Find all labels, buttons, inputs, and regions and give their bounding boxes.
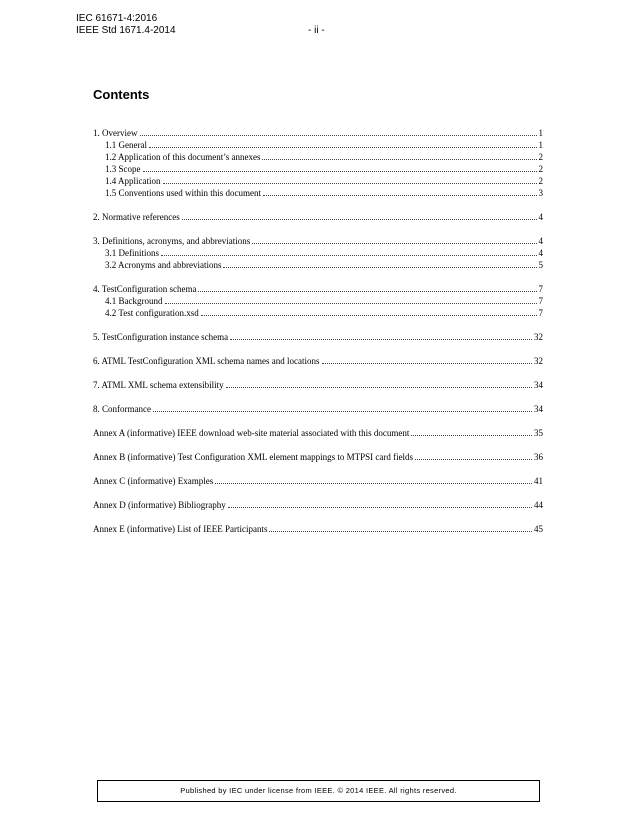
toc-entry-label: 4. TestConfiguration schema [93,284,197,294]
toc-entry-page: 4 [538,212,543,222]
toc-leader-dots [415,459,532,460]
toc-entry[interactable] [93,451,543,463]
toc-entry-page: 41 [534,476,543,486]
toc-section [93,331,543,343]
toc-entry-label: Annex E (informative) List of IEEE Participants [93,524,268,534]
toc-section [93,451,543,463]
toc-leader-dots [149,147,537,148]
toc-leader-dots [165,303,537,304]
toc-entry-page: 35 [534,428,543,438]
toc-leader-dots [163,183,537,184]
toc-entry-page: 5 [538,260,543,270]
copyright-footer: Published by IEC under license from IEEE. © 2014 IEEE. All rights reserved. [97,780,540,802]
toc-section [93,211,543,223]
toc-subentry[interactable] [93,163,543,175]
toc-entry-label: Annex B (informative) Test Configuration XML element mappings to MTPSI card fields [93,452,414,462]
toc-leader-dots [215,483,532,484]
toc-leader-dots [153,411,532,412]
toc-leader-dots [252,243,536,244]
toc-leader-dots [161,255,537,256]
toc-entry-label: 8. Conformance [93,404,151,414]
toc-entry-label: 6. ATML TestConfiguration XML schema names and locations [93,356,320,366]
toc-subentry[interactable] [93,151,543,163]
toc-entry-label: Annex C (informative) Examples [93,476,214,486]
toc-entry-page: 32 [534,332,543,342]
toc-leader-dots [263,195,537,196]
toc-entry-page: 44 [534,500,543,510]
toc-entry[interactable] [93,331,543,343]
toc-entry-page: 7 [538,284,543,294]
toc-entry[interactable] [93,355,543,367]
toc-entry-label: 3.2 Acronyms and abbreviations [105,260,222,270]
toc-subentry[interactable] [93,175,543,187]
toc-entry-label: 4.1 Background [105,296,163,306]
toc-entry-page: 2 [538,152,543,162]
toc-entry[interactable] [93,475,543,487]
toc-leader-dots [269,531,532,532]
toc-entry-page: 34 [534,380,543,390]
toc-subentry[interactable] [93,187,543,199]
toc-subentry[interactable] [93,259,543,271]
toc-section [93,235,543,271]
toc-section [93,379,543,391]
toc-section [93,283,543,319]
toc-entry[interactable] [93,283,543,295]
toc-leader-dots [140,135,537,136]
toc-section [93,427,543,439]
toc-entry-label: 3.1 Definitions [105,248,159,258]
toc-entry-page: 7 [538,308,543,318]
toc-entry[interactable] [93,427,543,439]
toc-entry-label: 1.1 General [105,140,147,150]
toc-entry[interactable] [93,499,543,511]
toc-entry-page: 4 [538,248,543,258]
toc-entry-label: 1.5 Conventions used within this document [105,188,261,198]
toc-entry[interactable] [93,211,543,223]
table-of-contents [93,127,543,547]
toc-entry-page: 45 [534,524,543,534]
toc-section [93,475,543,487]
toc-entry-label: 7. ATML XML schema extensibility [93,380,224,390]
toc-leader-dots [223,267,536,268]
toc-entry-label: 1.2 Application of this document’s annexes [105,152,261,162]
toc-section [93,523,543,535]
toc-entry-label: 1.3 Scope [105,164,141,174]
toc-entry-label: 5. TestConfiguration instance schema [93,332,229,342]
page-number: - ii - [308,25,325,36]
header-standard-iec: IEC 61671-4:2016 [76,13,158,24]
toc-entry-page: 1 [538,140,543,150]
toc-entry-page: 32 [534,356,543,366]
toc-entry[interactable] [93,403,543,415]
toc-section [93,403,543,415]
toc-entry-label: 1. Overview [93,128,138,138]
toc-leader-dots [201,315,537,316]
toc-subentry[interactable] [93,295,543,307]
toc-entry-label: 4.2 Test configuration.xsd [105,308,199,318]
toc-leader-dots [230,339,532,340]
toc-section [93,127,543,199]
header-standard-ieee: IEEE Std 1671.4-2014 [76,25,176,36]
toc-entry-page: 7 [538,296,543,306]
toc-section [93,499,543,511]
toc-entry-page: 34 [534,404,543,414]
toc-entry[interactable] [93,127,543,139]
page-title: Contents [93,87,150,102]
toc-leader-dots [182,219,537,220]
toc-entry[interactable] [93,379,543,391]
toc-entry-page: 2 [538,176,543,186]
toc-entry-label: 3. Definitions, acronyms, and abbreviations [93,236,251,246]
toc-leader-dots [198,291,536,292]
toc-entry-label: 2. Normative references [93,212,180,222]
toc-entry-page: 36 [534,452,543,462]
toc-subentry[interactable] [93,247,543,259]
toc-section [93,355,543,367]
toc-leader-dots [226,387,532,388]
toc-entry-label: Annex D (informative) Bibliography [93,500,226,510]
toc-entry-page: 2 [538,164,543,174]
toc-entry[interactable] [93,523,543,535]
toc-leader-dots [411,435,532,436]
toc-leader-dots [322,363,533,364]
toc-entry-page: 4 [538,236,543,246]
toc-entry-page: 3 [538,188,543,198]
toc-leader-dots [143,171,537,172]
toc-leader-dots [262,159,536,160]
toc-entry-label: Annex A (informative) IEEE download web-site material associated with this document [93,428,410,438]
toc-entry-page: 1 [538,128,543,138]
toc-entry-label: 1.4 Application [105,176,161,186]
toc-entry[interactable] [93,235,543,247]
toc-subentry[interactable] [93,139,543,151]
toc-leader-dots [228,507,532,508]
toc-subentry[interactable] [93,307,543,319]
